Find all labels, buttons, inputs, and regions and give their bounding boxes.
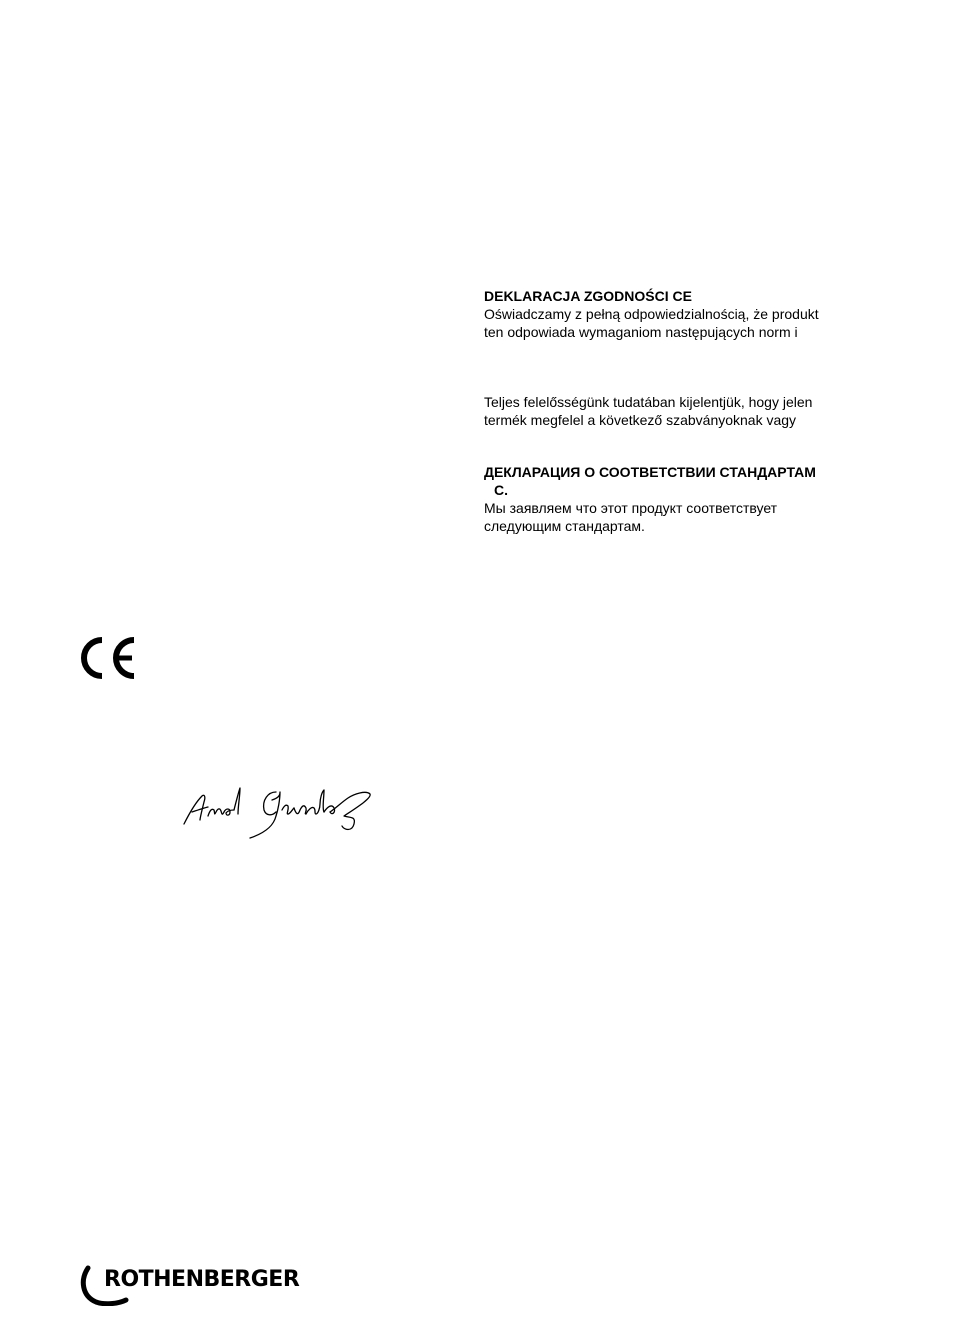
signature-image xyxy=(180,780,375,842)
declaration-pl xyxy=(484,287,864,341)
logo-wordmark: ROTHENBERGER xyxy=(104,1267,300,1292)
declaration-hu-line-1: Teljes felelősségünk tudatában kijelentjük, hogy jelen xyxy=(484,394,813,410)
declaration-ru-heading-cont: С. xyxy=(494,482,508,498)
declaration-ru-line-2: следующим стандартам. xyxy=(484,518,645,534)
ce-mark-icon xyxy=(80,636,138,680)
declaration-pl-heading: DEKLARACJA ZGODNOŚCI CE xyxy=(484,288,692,304)
declaration-ru-line-1: Мы заявляем что этот продукт соответствует xyxy=(484,500,778,516)
declaration-ru-heading: ДЕКЛАРАЦИЯ О СООТВЕТСТВИИ СТАНДАРТАМ xyxy=(484,464,816,480)
declaration-hu-line-2: termék megfelel a következő szabványoknak vagy xyxy=(484,412,797,428)
declaration-hu xyxy=(484,393,864,429)
declaration-ru xyxy=(484,463,864,535)
declaration-pl-line-1: Oświadczamy z pełną odpowiedzialnością, że produkt xyxy=(484,306,819,322)
declaration-pl-line-2: ten odpowiada wymaganiom następujących norm i xyxy=(484,324,798,340)
